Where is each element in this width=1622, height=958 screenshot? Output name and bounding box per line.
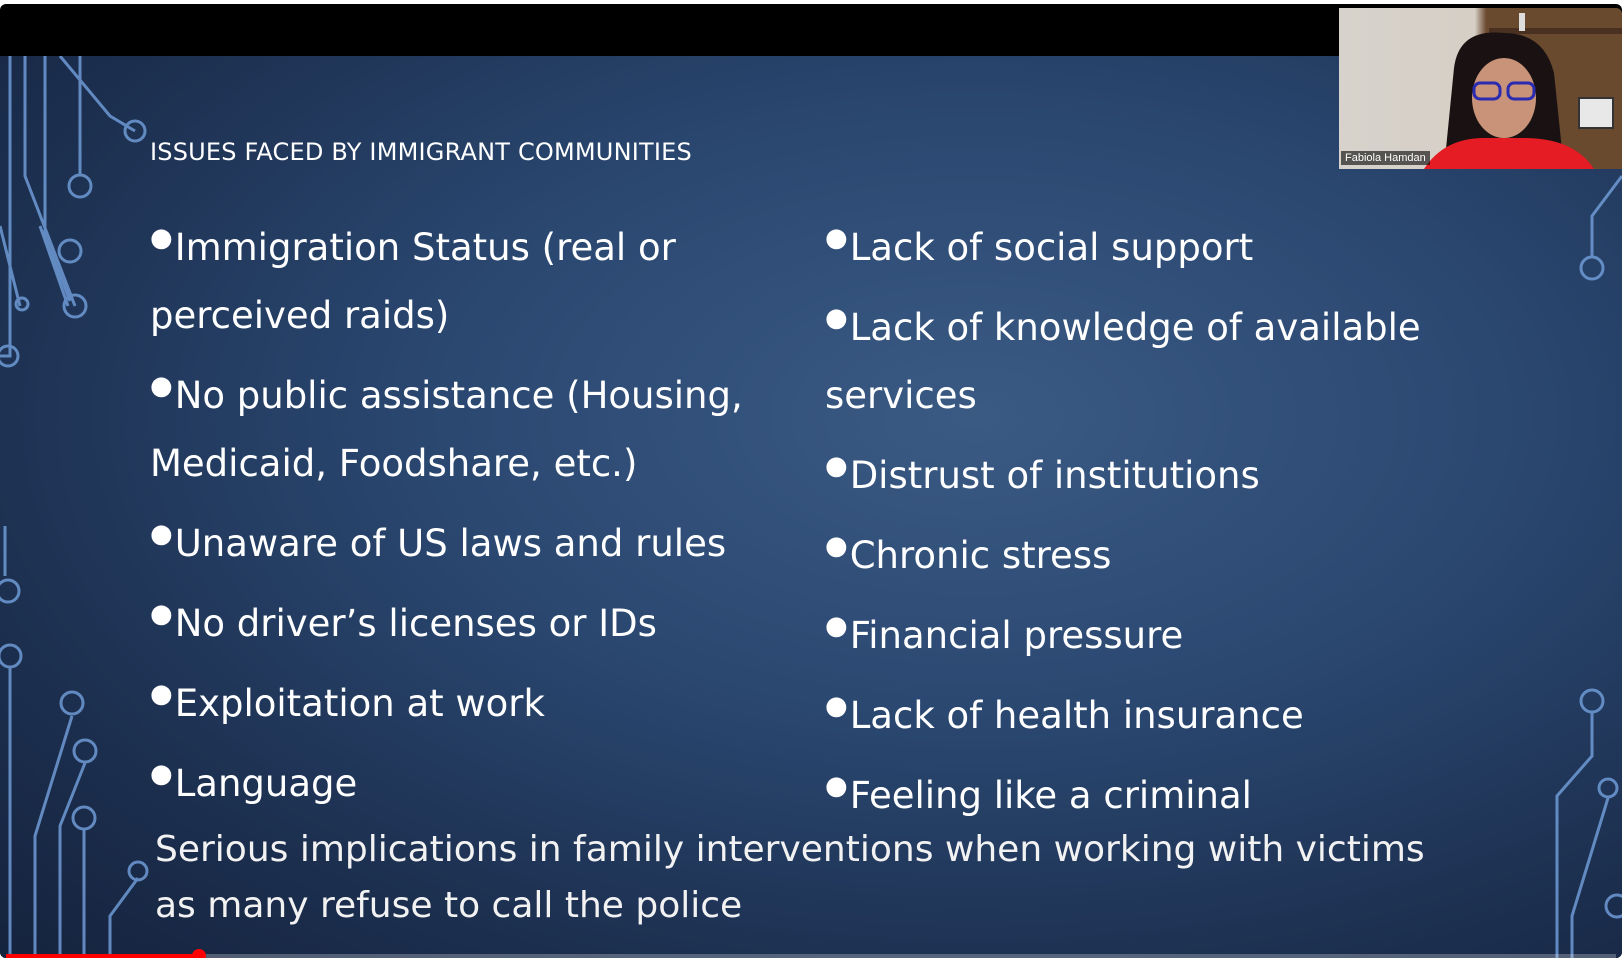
video-progress-fill [6,954,199,958]
bullet-item: ●Financial pressure [825,611,1184,657]
bullet-item: ●Lack of health insurance [825,691,1304,737]
bullet-dot-icon: ● [825,303,848,333]
bullet-item: ●Immigration Status (real or perceived raids) [150,223,676,337]
bullet-dot-icon: ● [150,599,173,629]
bullet-item: ●Exploitation at work [150,679,545,725]
speaker-avatar [1424,28,1594,169]
bullet-list-left [150,214,790,830]
bullet-item: ●Unaware of US laws and rules [150,519,727,565]
bullet-item: ●Lack of social support [825,223,1254,269]
bullet-list-right [825,214,1525,842]
circuit-decoration-right [1532,56,1622,958]
bullet-dot-icon: ● [150,679,173,709]
bullet-dot-icon: ● [825,611,848,641]
bullet-item: ●Feeling like a criminal [825,771,1252,817]
bullet-dot-icon: ● [825,771,848,801]
bullet-dot-icon: ● [825,691,848,721]
circuit-decoration-left [0,56,150,958]
bullet-dot-icon: ● [150,759,173,789]
bullet-item: ●Distrust of institutions [825,451,1260,497]
presentation-slide [0,56,1622,958]
bullet-item: ●Language [150,759,358,805]
bullet-dot-icon: ● [825,531,848,561]
video-progress-bar[interactable] [6,954,1616,958]
slide-title: ISSUES FACED BY IMMIGRANT COMMUNITIES [150,138,692,166]
video-player[interactable] [0,4,1622,958]
bullet-dot-icon: ● [150,371,173,401]
bullet-dot-icon: ● [150,223,173,253]
bullet-item: ●Lack of knowledge of available services [825,303,1421,417]
participant-name-label: Fabiola Hamdan [1341,151,1430,165]
video-progress-handle[interactable] [192,949,206,958]
bullet-item: ●Chronic stress [825,531,1112,577]
bullet-item: ●No driver’s licenses or IDs [150,599,657,645]
bullet-dot-icon: ● [150,519,173,549]
bullet-dot-icon: ● [825,223,848,253]
bullet-dot-icon: ● [825,451,848,481]
slide-footer-text: Serious implications in family interventions when working with victims as many refuse to call the police [155,829,1425,926]
bullet-item: ●No public assistance (Housing, Medicaid, Foodshare, etc.) [150,371,743,485]
speaker-webcam-thumbnail[interactable] [1339,8,1622,169]
